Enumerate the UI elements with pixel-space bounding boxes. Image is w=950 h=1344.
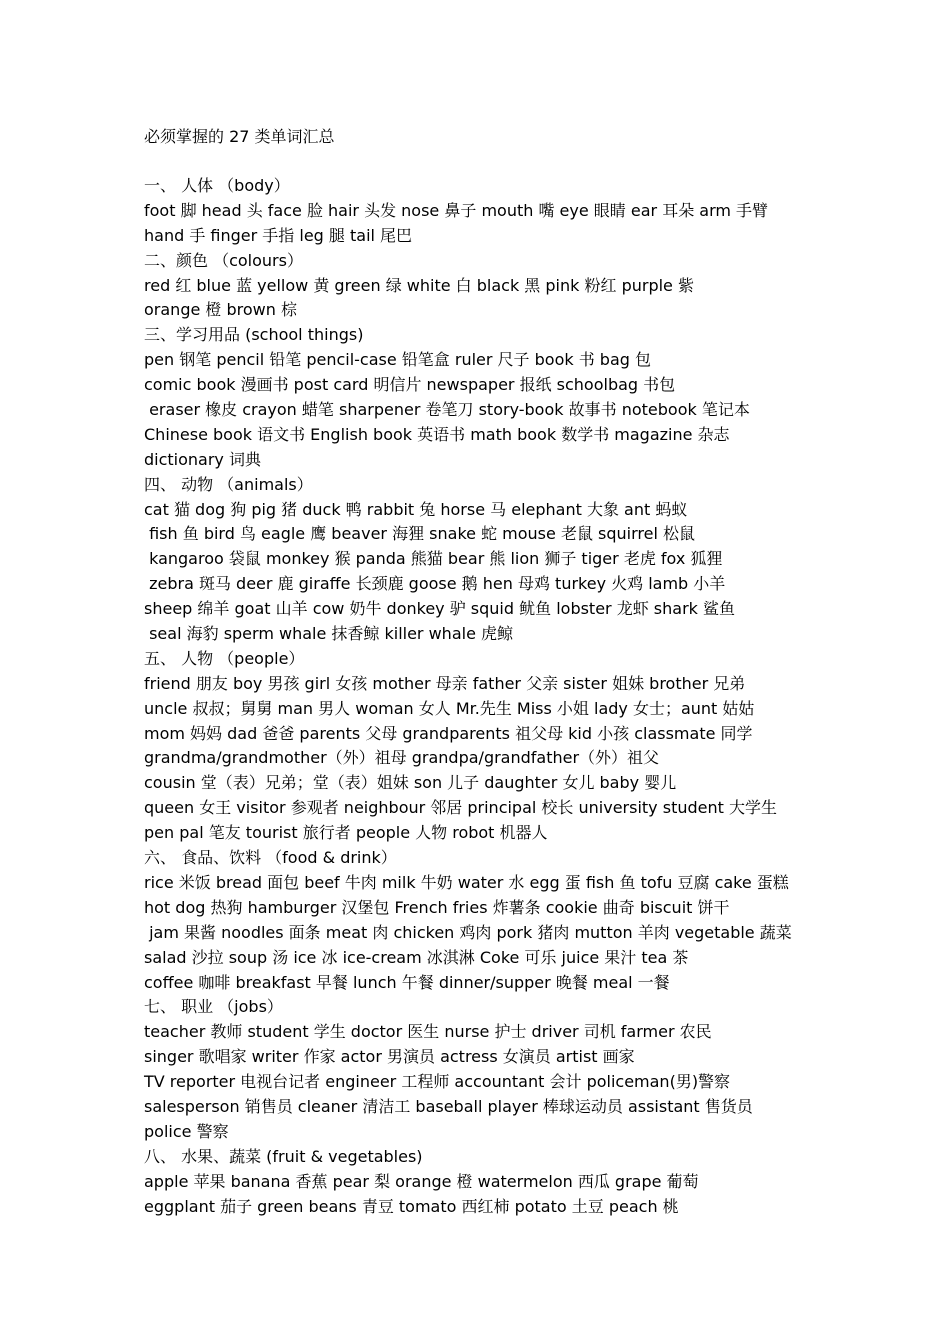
- text-line: seal 海豹 sperm whale 抹香鲸 killer whale 虎鲸: [144, 624, 514, 644]
- text-line: red 红 blue 蓝 yellow 黄 green 绿 white 白 black 黑 pink 粉红 purple 紫: [144, 275, 694, 295]
- text-line: queen 女王 visitor 参观者 neighbour 邻居 principal 校长 university student 大学生: [144, 798, 777, 818]
- text-line: coffee 咖啡 breakfast 早餐 lunch 午餐 dinner/supper 晚餐 meal 一餐: [144, 972, 670, 992]
- text-line: eggplant 茄子 green beans 青豆 tomato 西红柿 potato 土豆 peach 桃: [144, 1196, 679, 1216]
- text-line: orange 橙 brown 棕: [144, 300, 297, 320]
- text-line: jam 果酱 noodles 面条 meat 肉 chicken 鸡肉 pork 猪肉 mutton 羊肉 vegetable 蔬菜: [144, 922, 792, 942]
- text-line: singer 歌唱家 writer 作家 actor 男演员 actress 女演员 artist 画家: [144, 1047, 635, 1067]
- text-line: Chinese book 语文书 English book 英语书 math book 数学书 magazine 杂志: [144, 424, 730, 444]
- text-line: hand 手 finger 手指 leg 腿 tail 尾巴: [144, 225, 413, 245]
- text-line: foot 脚 head 头 face 脸 hair 头发 nose 鼻子 mouth 嘴 eye 眼睛 ear 耳朵 arm 手臂: [144, 200, 769, 220]
- text-line: 二、颜色 （colours）: [144, 250, 303, 270]
- text-line: salad 沙拉 soup 汤 ice 冰 ice-cream 冰淇淋 Coke 可乐 juice 果汁 tea 茶: [144, 947, 689, 967]
- text-line: apple 苹果 banana 香蕉 pear 梨 orange 橙 watermelon 西瓜 grape 葡萄: [144, 1171, 699, 1191]
- text-line: pen pal 笔友 tourist 旅行者 people 人物 robot 机器人: [144, 823, 548, 843]
- text-line: kangaroo 袋鼠 monkey 猴 panda 熊猫 bear 熊 lion 狮子 tiger 老虎 fox 狐狸: [144, 549, 723, 569]
- text-line: zebra 斑马 deer 鹿 giraffe 长颈鹿 goose 鹅 hen 母鸡 turkey 火鸡 lamb 小羊: [144, 574, 726, 594]
- text-line: dictionary 词典: [144, 449, 261, 469]
- vocabulary-list: [144, 174, 934, 1219]
- text-line: 六、 食品、饮料 （food & drink）: [144, 848, 397, 868]
- text-line: 八、 水果、蔬菜 (fruit & vegetables): [144, 1146, 423, 1166]
- text-line: pen 钢笔 pencil 铅笔 pencil-case 铅笔盒 ruler 尺子 book 书 bag 包: [144, 350, 652, 370]
- text-line: teacher 教师 student 学生 doctor 医生 nurse 护士 driver 司机 farmer 农民: [144, 1022, 712, 1042]
- text-line: grandma/grandmother（外）祖母 grandpa/grandfather（外）祖父: [144, 748, 660, 768]
- text-line: salesperson 销售员 cleaner 清洁工 baseball player 棒球运动员 assistant 售货员: [144, 1096, 753, 1116]
- text-line: sheep 绵羊 goat 山羊 cow 奶牛 donkey 驴 squid 鱿鱼 lobster 龙虾 shark 鲨鱼: [144, 599, 736, 619]
- text-line: eraser 橡皮 crayon 蜡笔 sharpener 卷笔刀 story-book 故事书 notebook 笔记本: [144, 400, 750, 420]
- text-line: rice 米饭 bread 面包 beef 牛肉 milk 牛奶 water 水 egg 蛋 fish 鱼 tofu 豆腐 cake 蛋糕: [144, 872, 789, 892]
- text-line: 五、 人物 （people）: [144, 648, 305, 668]
- text-line: cousin 堂（表）兄弟；堂（表）姐妹 son 儿子 daughter 女儿 baby 婴儿: [144, 773, 677, 793]
- blank-line: [144, 150, 934, 174]
- text-line: friend 朋友 boy 男孩 girl 女孩 mother 母亲 father 父亲 sister 姐妹 brother 兄弟: [144, 673, 746, 693]
- text-line: cat 猫 dog 狗 pig 猪 duck 鸭 rabbit 兔 horse 马 elephant 大象 ant 蚂蚁: [144, 499, 688, 519]
- text-line: 七、 职业 （jobs）: [144, 997, 283, 1017]
- document-page: [144, 124, 934, 1219]
- text-line: mom 妈妈 dad 爸爸 parents 父母 grandparents 祖父母 kid 小孩 classmate 同学: [144, 723, 753, 743]
- text-line: hot dog 热狗 hamburger 汉堡包 French fries 炸薯条 cookie 曲奇 biscuit 饼干: [144, 897, 730, 917]
- document-title: 必须掌握的 27 类单词汇总: [144, 127, 335, 146]
- text-line: 一、 人体 （body）: [144, 176, 290, 195]
- text-line: 四、 动物 （animals）: [144, 474, 313, 494]
- text-line: uncle 叔叔；舅舅 man 男人 woman 女人 Mr.先生 Miss 小姐 lady 女士；aunt 姑姑: [144, 698, 755, 718]
- text-line: fish 鱼 bird 鸟 eagle 鹰 beaver 海狸 snake 蛇 mouse 老鼠 squirrel 松鼠: [144, 524, 696, 544]
- text-line: police 警察: [144, 1121, 229, 1141]
- text-line: comic book 漫画书 post card 明信片 newspaper 报纸 schoolbag 书包: [144, 375, 676, 395]
- text-line: TV reporter 电视台记者 engineer 工程师 accountant 会计 policeman(男)警察: [144, 1072, 731, 1092]
- text-line: 三、学习用品 (school things): [144, 325, 364, 345]
